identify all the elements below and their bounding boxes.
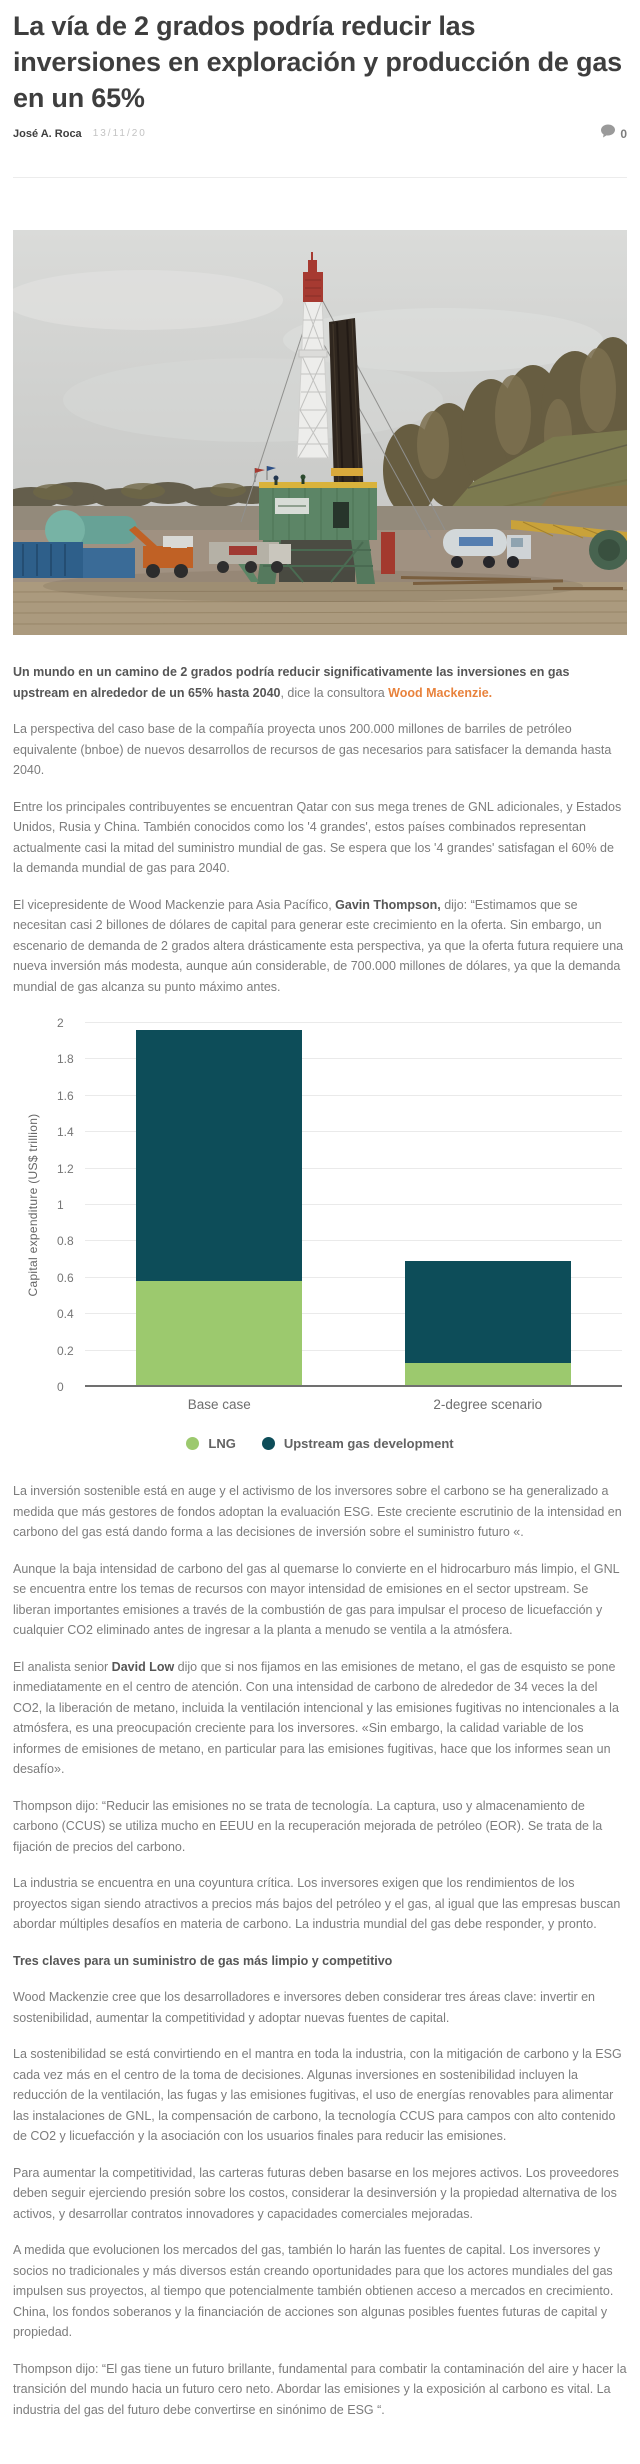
paragraph bbox=[13, 2359, 627, 2421]
text: Para aumentar la competitividad, las carteras futuras deben basarse en los mejores activos. Los proveedores deben seguir ejerciendo presión sobre los costos, considerar la desinversión y la propiedad alternativa de los activos, y desarrollar contratos innovadores y capacidades comerciales mejoradas. bbox=[13, 2165, 619, 2221]
text: La sostenibilidad se está convirtiendo en el mantra en toda la industria, con la mitigación de carbono y la ESG cada vez más en el centro de la toma de decisiones. Algunas inversiones en sostenibilidad incluyen la reducción de la ventilación, las fugas y las emisiones fugitivas, el uso de energías renovables para alimentar las instalaciones de GNL, la compensación de carbono, la tecnología CCUS para campos con alto contenido de CO2 y licuefacción y la asociación con los usuarios finales para reducir las emisiones. bbox=[13, 2047, 622, 2143]
paragraph bbox=[13, 2044, 627, 2147]
paragraphs-after-chart bbox=[13, 1481, 627, 2420]
byline bbox=[13, 124, 627, 143]
bar-segment-lng bbox=[136, 1281, 302, 1385]
paragraph bbox=[13, 1796, 627, 1858]
y-axis-tick: 0 bbox=[57, 1380, 64, 1394]
y-axis-tick: 0.2 bbox=[57, 1343, 74, 1358]
x-axis-line bbox=[85, 1385, 622, 1387]
page-title: La vía de 2 grados podría reducir las inversiones en exploración y producción de gas en un 65% bbox=[13, 11, 622, 113]
legend-label: Upstream gas development bbox=[283, 1436, 454, 1451]
y-axis-tick: 1.6 bbox=[57, 1088, 74, 1103]
paragraph bbox=[13, 1657, 627, 1780]
paragraphs-before-chart bbox=[13, 662, 627, 997]
chart-legend bbox=[13, 1436, 627, 1451]
capex-chart bbox=[13, 1016, 627, 1451]
author-name[interactable]: José A. Roca bbox=[13, 127, 82, 140]
text: Aunque la baja intensidad de carbono del gas al quemarse lo convierte en el hidrocarburo más limpio, el GNL se encuentra entre los temas de recursos con mayor intensidad de emisiones en el sector upstream. Se liberan importantes emisiones a través de la combustión de gas para impulsar el proceso de licuefacción y cualquier CO2 eliminado antes de ingresar a la planta a menudo se ventila a la atmósfera. bbox=[13, 1561, 620, 1637]
legend-item bbox=[186, 1436, 235, 1451]
y-axis-tick: 0.6 bbox=[57, 1270, 74, 1285]
text: Thompson dijo: “El gas tiene un futuro brillante, fundamental para combatir la contaminación del aire y hacer la transición del mundo hacia un futuro cero neto. Abordar las emisiones y la exposición al carbono es vital. La industria del gas del futuro debe convertirse en sinónimo de ESG “. bbox=[13, 2361, 627, 2417]
text: A medida que evolucionen los mercados del gas, también lo harán las fuentes de capital. Los inversores y socios no tradicionales y más diversos están creando oportunidades para que los actores mundiales del gas impulsen sus proyectos, al tiempo que potencialmente también obtienen acceso a mercados en crecimiento. China, los fondos soberanos y la financiación de acciones son algunas posibles fuentes futuras de capital y propiedad. bbox=[13, 2243, 614, 2339]
bar-segment-upstream-gas-development bbox=[136, 1030, 302, 1281]
gridline bbox=[85, 1022, 622, 1023]
bar-segment-lng bbox=[405, 1363, 571, 1385]
y-axis-title: Capital expenditure (US$ trillion) bbox=[26, 1113, 40, 1297]
section-heading bbox=[13, 1951, 627, 1972]
text: La perspectiva del caso base de la compañía proyecta unos 200.000 millones de barriles de petróleo equivalente (bnboe) de nuevos desarrollos de recursos de gas necesarios para satisfacer la demanda hasta 2040. bbox=[13, 722, 612, 777]
hero-image bbox=[13, 230, 627, 635]
paragraph bbox=[13, 1987, 627, 2028]
comment-count: 0 bbox=[620, 126, 627, 141]
comments-link[interactable] bbox=[601, 124, 627, 143]
bold-text: David Low bbox=[111, 1659, 175, 1674]
bold-text: Gavin Thompson, bbox=[335, 897, 441, 912]
text: La inversión sostenible está en auge y el activismo de los inversores sobre el carbono se ha generalizado a medida que más gestores de fondos adoptan la evaluación ESG. Este creciente escrutinio de la intensidad en carbono del gas está dando forma a las decisiones de inversión sobre el suministro futuro «. bbox=[13, 1484, 622, 1539]
y-axis-tick: 1 bbox=[57, 1198, 64, 1212]
legend-label: LNG bbox=[208, 1436, 236, 1451]
paragraph bbox=[13, 2163, 627, 2225]
legend-item bbox=[262, 1436, 454, 1451]
drilling-rig-photo bbox=[13, 230, 627, 635]
text: La industria se encuentra en una coyuntura crítica. Los inversores exigen que los rendimientos de los proyectos sigan siendo atractivos a precios más bajos del petróleo y el gas, al igual que las empresas buscan abordar múltiples desafíos en materia de carbono. La industria mundial del gas debe responder, y pronto. bbox=[13, 1876, 621, 1931]
paragraph bbox=[13, 1559, 627, 1641]
bold-text: Un mundo en un camino de 2 grados podría reducir significativamente las inversiones en gas upstream en alrededor de un 65% hasta 2040 bbox=[13, 665, 570, 700]
paragraph bbox=[13, 1481, 627, 1543]
chart-plot-area bbox=[26, 1016, 622, 1394]
publish-date: 13/11/20 bbox=[92, 128, 147, 139]
x-category-label: 2-degree scenario bbox=[433, 1397, 543, 1412]
bar-base-case bbox=[136, 1030, 302, 1385]
text: Thompson dijo: “Reducir las emisiones no se trata de tecnología. La captura, uso y almacenamiento de carbono (CCUS) se utiliza mucho en EEUU en la recuperación mejorada de petróleo (EOR). Se trata de la fijación de precios del carbono. bbox=[13, 1798, 603, 1854]
text: dijo que si nos fijamos en las emisiones de metano, el gas de esquisto se pone inmediatamente en el centro de atención. Con una intensidad de carbono de alrededor de 34 veces la del CO2, la liberación de metano, incluida la ventilación intencional y las emisiones fugitivas no intencionales a la atmósfera, es una preocupación creciente para los inversores. «Sin embargo, la calidad variable de los informes de emisiones de metano, en particular para las emisiones fugitivas, hace que los informes sean un desafío». bbox=[13, 1659, 619, 1776]
x-category-label: Base case bbox=[187, 1397, 251, 1412]
article-body bbox=[13, 662, 627, 2420]
y-axis-tick: 1.4 bbox=[57, 1125, 74, 1140]
wood-mackenzie-link[interactable]: Wood Mackenzie. bbox=[388, 685, 493, 700]
text: , dice la consultora bbox=[280, 685, 389, 700]
x-axis-categories bbox=[85, 1387, 622, 1412]
text: El analista senior bbox=[13, 1659, 112, 1674]
bar-segment-upstream-gas-development bbox=[405, 1261, 571, 1363]
paragraph bbox=[13, 2240, 627, 2343]
y-axis-tick: 2 bbox=[57, 1016, 64, 1030]
bold-text: Tres claves para un suministro de gas más limpio y competitivo bbox=[13, 1953, 393, 1968]
text: dijo: “Estimamos que se necesitan casi 2 billones de dólares de capital para generar este crecimiento en la oferta. Sin embargo, un escenario de demanda de 2 grados altera drásticamente esta perspectiva, ya que la oferta futura requiere una nueva inversión más modesta, aunque aún considerable, de 700.000 millones de dólares, ya que la demanda mundial de gas alcanza su punto máximo antes. bbox=[13, 897, 624, 994]
bar-2-degree-scenario bbox=[405, 1261, 571, 1385]
legend-color-dot bbox=[186, 1437, 199, 1450]
y-axis-tick: 0.8 bbox=[57, 1234, 74, 1249]
paragraph bbox=[13, 797, 627, 879]
y-axis-tick: 0.4 bbox=[57, 1307, 74, 1322]
paragraph bbox=[13, 895, 627, 998]
legend-color-dot bbox=[262, 1437, 275, 1450]
divider bbox=[13, 177, 627, 178]
comment-bubble-icon bbox=[601, 124, 615, 143]
text: Entre los principales contribuyentes se encuentran Qatar con sus mega trenes de GNL adicionales, y Estados Unidos, Rusia y China. También conocidos como los '4 grandes', estos países combinados representan actualmente casi la mitad del suministro mundial de gas. Se espera que los '4 grandes' satisfagan el 60% de la demanda mundial de gas para 2040. bbox=[13, 799, 622, 875]
lead-paragraph bbox=[13, 662, 627, 703]
paragraph bbox=[13, 719, 627, 781]
text: El vicepresidente de Wood Mackenzie para Asia Pacífico, bbox=[13, 897, 336, 912]
paragraph bbox=[13, 1873, 627, 1935]
y-axis-tick: 1.8 bbox=[57, 1052, 74, 1067]
y-axis-tick: 1.2 bbox=[57, 1161, 74, 1176]
text: Wood Mackenzie cree que los desarrolladores e inversores deben considerar tres áreas clave: invertir en sostenibilidad, aumentar la competitividad y adoptar nuevas fuentes de capital. bbox=[13, 1990, 596, 2025]
